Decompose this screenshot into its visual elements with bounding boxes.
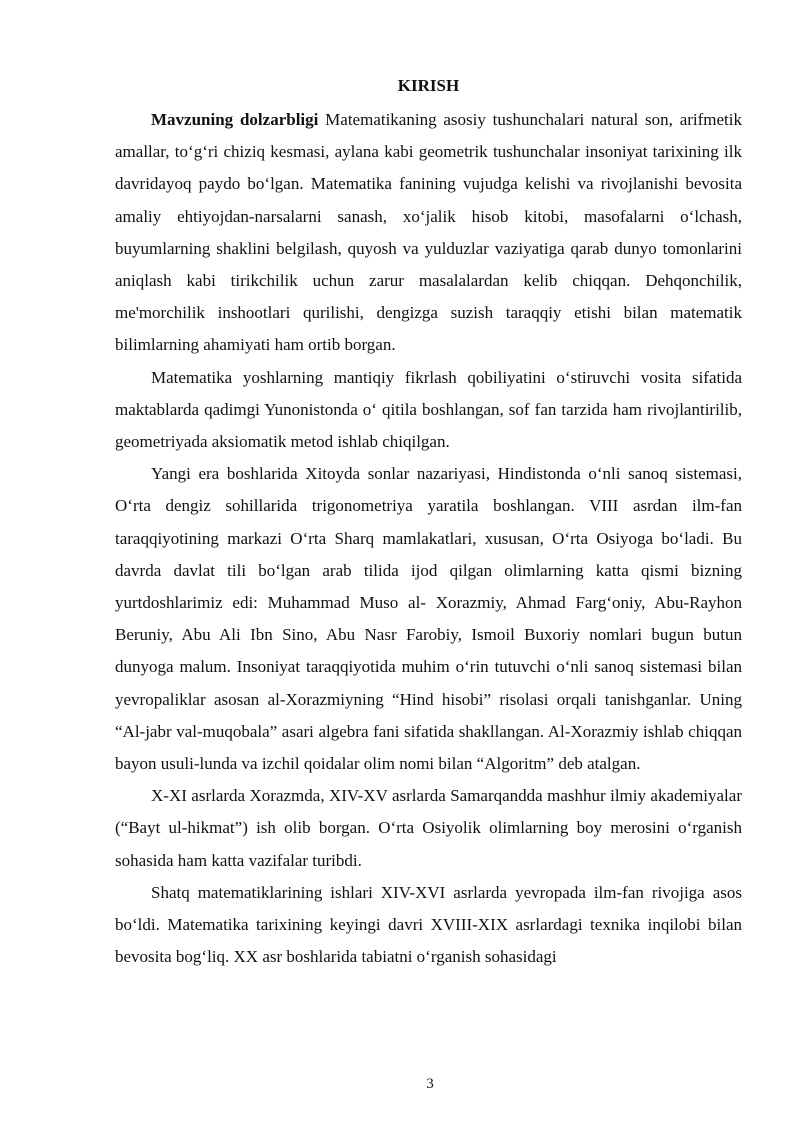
- page-number: 3: [426, 1076, 434, 1092]
- paragraph-3: Yangi era boshlarida Xitoyda sonlar nazariyasi, Hindistonda o‘nli sanoq sistemasi, O‘rta dengiz sohillarida trigonometriya yaratila boshlangan. VIII asrdan ilm-fan taraqqiyotining markazi O‘rta Sharq mamlakatlari, xususan, O‘rta Osiyoga bo‘ladi. Bu davrda davlat tili bo‘lgan arab tilida ijod qilgan olimlarning katta qismi bizning yurtdoshlarimiz edi: Muhammad Muso al- Xorazmiy, Ahmad Farg‘oniy, Abu-Rayhon Beruniy, Abu Ali Ibn Sino, Abu Nasr Farobiy, Ismoil Buxoriy nomlari bugun butun dunyoga malum. Insoniyat taraqqiyotida muhim o‘rin tutuvchi o‘nli sanoq sistemasi bilan yevropaliklar asosan al-Xorazmiyning “Hind hisobi” risolasi orqali tanishganlar. Uning “Al-jabr val-muqobala” asari algebra fani sifatida shakllangan. Al-Xorazmiy ishlab chiqqan bayon usuli-lunda va izchil qoidalar olim nomi bilan “Algoritm” deb atalgan.: [115, 464, 742, 774]
- paragraph-1: [115, 104, 742, 362]
- paragraph-5: Shatq matematiklarining ishlari XIV-XVI asrlarda yevropada ilm-fan rivojiga asos bo‘ldi. Matematika tarixining keyingi davri XVIII-XIX asrlardagi texnika inqilobi bilan bevosita bog‘liq. XX asr boshlarida tabiatni o‘rganish sohasidagi: [115, 882, 742, 967]
- paragraph-text: Matematikaning asosiy tushunchalari natural son, arifmetik amallar, to‘g‘ri chiziq kesmasi, aylana kabi geometrik tushunchalar insoniyat tarixining ilk davridayoq paydo bo‘lgan. Matematika fanining vujudga kelishi va rivojlanishi bevosita amaliy ehtiyojdan-narsalarni sanash, xo‘jalik hisob kitobi, masofalarni o‘lchash, buyumlarning shaklini belgilash, quyosh va yulduzlar vaziyatiga qarab dunyo tomonlarini aniqlash kabi tirikchilik uchun zarur masalalardan kelib chiqqan. Dehqonchilik, me'morchilik inshootlari qurilishi, dengizga suzish taraqqiy etishi bilan matematik bilimlarning ahamiyati ham ortib borgan.: [115, 110, 742, 355]
- paragraph-lead: Mavzuning dolzarbligi: [151, 110, 319, 129]
- page-heading: KIRISH: [397, 76, 460, 95]
- document-body: [115, 104, 742, 973]
- paragraph-4: X-XI asrlarda Xorazmda, XIV-XV asrlarda Samarqandda mashhur ilmiy akademiyalar (“Bayt ul-hikmat”) ish olib borgan. O‘rta Osiyolik olimlarning boy merosini o‘rganish sohasida ham katta vazifalar turibdi.: [115, 786, 742, 870]
- paragraph-2: Matematika yoshlarning mantiqiy fikrlash qobiliyatini o‘stiruvchi vosita sifatida maktablarda qadimgi Yunonistonda o‘ qitila boshlangan, sof fan tarzida ham rivojlantirilib, geometriyada aksiomatik metod ishlab chiqilgan.: [115, 367, 742, 452]
